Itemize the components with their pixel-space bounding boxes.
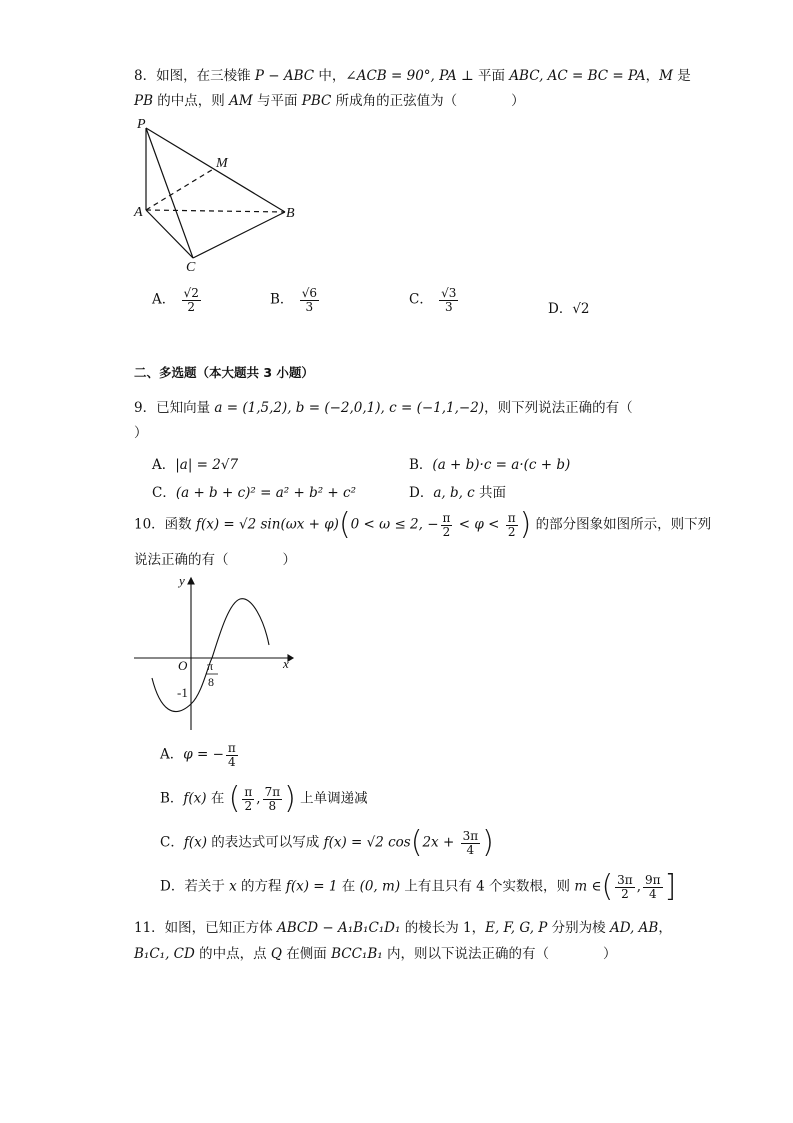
math: |a| = 2√7	[175, 457, 239, 473]
fraction: $\frac{\pi}{2}$	[442, 510, 451, 539]
fraction: $\frac{√3}{3}$	[441, 286, 457, 314]
q8-math: PB	[134, 93, 154, 109]
math: < φ <	[454, 516, 504, 533]
fraction: $\frac{3\pi}{2}$	[617, 872, 633, 901]
edge-AC	[146, 210, 193, 258]
q8-line2	[134, 93, 525, 109]
q8-line1	[134, 68, 691, 84]
q8-math: ∠ACB = 90°, PA ⊥	[345, 68, 474, 84]
option-value: √2	[572, 301, 590, 317]
math: f(x)	[183, 790, 207, 807]
q8-option-b[interactable]	[270, 287, 321, 313]
q11-line1: 11．如图，已知正方体 ABCD − A₁B₁C₁D₁ 的棱长为 1，E, F, G, P 分别为棱 AD, AB，	[134, 920, 672, 936]
y-axis-arrow	[188, 578, 194, 584]
q8-option-c[interactable]	[409, 287, 460, 313]
label-y: y	[179, 573, 185, 588]
tick-eight: 8	[208, 675, 214, 689]
fraction: $\frac{\pi}{4}$	[227, 741, 236, 769]
q8-math: ABC, AC = BC = PA	[509, 68, 646, 84]
sine-curve	[152, 599, 269, 712]
math: (0, m)	[359, 878, 401, 895]
math: ABCD − A₁B₁C₁D₁	[276, 920, 401, 936]
q8-tetrahedron-figure	[125, 112, 315, 277]
math: Q	[270, 946, 282, 962]
q8-text: 8．如图，在三棱锥	[134, 68, 255, 84]
q10-sine-graph	[130, 570, 300, 735]
label-minus-one: -1	[177, 685, 188, 700]
q10-line1: 10．函数 f(x) = √2 sin(ωx + φ)(0 < ω ≤ 2, − $\frac{\pi}{2}$ < φ < $\frac{\pi}{2}$ ) 的部分图象如图所示，则下列	[134, 507, 712, 542]
math: BCC₁B₁	[331, 946, 383, 962]
math: f(x)	[183, 834, 207, 851]
label-x: x	[283, 656, 289, 671]
label-A: A	[134, 205, 143, 220]
tick-pi: π	[207, 659, 214, 673]
q10-option-b[interactable]: B．f(x) 在 ( $\frac{\pi}{2}$ , $\frac{7\pi}{8}$ ) 上单调递减	[160, 781, 368, 816]
label-M: M	[216, 156, 228, 171]
section-title: 二、多选题（本大题共 3 小题）	[134, 365, 314, 380]
math: 0 < ω ≤ 2, −	[350, 516, 439, 533]
q8-math: P − ABC	[254, 68, 315, 84]
math: m ∈	[574, 878, 602, 895]
q8-math: AM	[229, 93, 253, 109]
math: φ = −	[183, 746, 224, 763]
q8-text: 平面	[473, 68, 510, 84]
q8-text: 是	[672, 68, 691, 84]
option-letter: A．	[152, 291, 176, 308]
paren: (	[338, 507, 351, 542]
q9-option-b[interactable]: B．(a + b)·c = a·(c + b)	[409, 457, 571, 473]
edge-AB-dashed	[146, 210, 285, 212]
q9-text: ，则下列说法正确的有（	[484, 400, 633, 416]
q8-text: 中，	[314, 68, 346, 84]
q9-text: 9．已知向量	[134, 400, 215, 416]
label-C: C	[186, 260, 196, 275]
math: f(x) = 1	[285, 878, 338, 895]
segment-AM-dashed	[146, 168, 215, 210]
label-origin: O	[178, 658, 188, 673]
q8-text: ，	[645, 68, 660, 84]
fraction: $\frac{√6}{3}$	[301, 286, 317, 314]
q8-math: M	[659, 68, 673, 84]
option-letter: B．	[270, 291, 294, 308]
fraction: $\frac{7\pi}{8}$	[264, 784, 281, 813]
fraction: $\frac{\pi}{2}$	[244, 784, 253, 813]
q9-math: a = (1,5,2), b = (−2,0,1), c = (−1,1,−2)	[214, 400, 485, 416]
math: AD, AB	[609, 920, 659, 936]
math: f(x) = √2 sin(ωx + φ)	[195, 516, 339, 533]
math: 2x +	[422, 834, 459, 851]
q9-line2: ）	[134, 425, 148, 441]
q8-math: PBC	[301, 93, 332, 109]
option-letter: D．	[548, 301, 573, 317]
paren: )	[519, 507, 532, 542]
q10-option-a[interactable]: A．φ = − $\frac{\pi}{4}$	[160, 741, 236, 769]
math: a, b, c	[433, 485, 475, 501]
option-letter: C．	[409, 291, 433, 308]
math: (a + b + c)² = a² + b² + c²	[175, 485, 356, 501]
fraction: $\frac{9\pi}{4}$	[645, 872, 661, 901]
q8-option-d[interactable]	[548, 297, 590, 317]
math: x	[229, 878, 237, 895]
fraction: $\frac{\pi}{2}$	[507, 510, 516, 539]
edge-PC	[146, 128, 193, 258]
q8-option-a[interactable]	[152, 287, 203, 313]
q10-line2: 说法正确的有（ ）	[134, 552, 296, 568]
label-P: P	[137, 117, 146, 132]
q9-option-c[interactable]: C．(a + b + c)² = a² + b² + c²	[152, 485, 356, 501]
q8-text: 所成角的正弦值为（ ）	[331, 93, 525, 109]
q8-text: 的中点，则	[153, 93, 230, 109]
edge-BC	[193, 212, 285, 258]
q11-line2: B₁C₁, CD 的中点，点 Q 在侧面 BCC₁B₁ 内，则以下说法正确的有（ ）	[134, 946, 617, 962]
math: f(x) = √2 cos	[323, 834, 411, 851]
fraction: $\frac{3\pi}{4}$	[462, 828, 479, 857]
label-B: B	[286, 206, 295, 221]
q9-line1	[134, 400, 633, 416]
q10-option-d[interactable]: D．若关于 x 的方程 f(x) = 1 在 (0, m) 上有且只有 4 个实数根，则 m ∈( $\frac{3\pi}{2}$ , $\frac{9\pi}{4}$ ]	[160, 869, 677, 904]
math: B₁C₁, CD	[134, 946, 195, 962]
q8-text: 与平面	[252, 93, 302, 109]
q9-option-d[interactable]: D．a, b, c 共面	[409, 485, 507, 501]
fraction: $\frac{√2}{2}$	[183, 286, 199, 314]
math: E, F, G, P	[485, 920, 548, 936]
math: (a + b)·c = a·(c + b)	[432, 457, 571, 473]
q9-option-a[interactable]: A．|a| = 2√7	[152, 457, 239, 473]
q10-option-c[interactable]: C．f(x) 的表达式可以写成 f(x) = √2 cos(2x + $\frac{3\pi}{4}$ )	[160, 825, 494, 860]
